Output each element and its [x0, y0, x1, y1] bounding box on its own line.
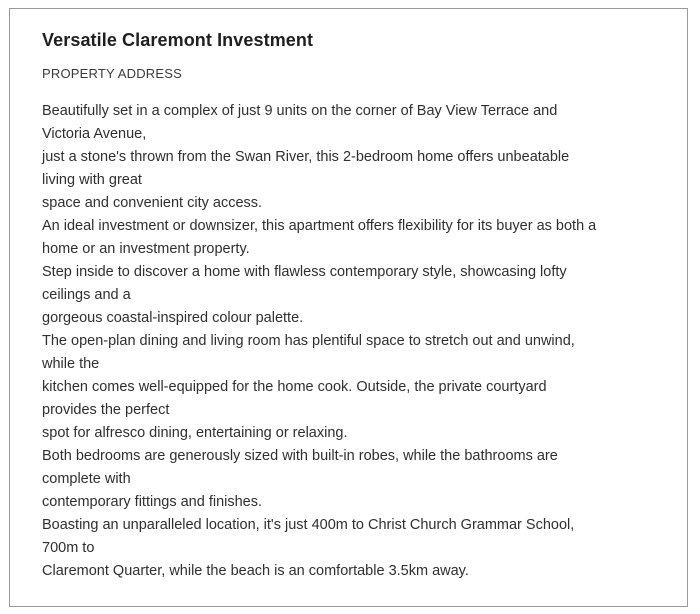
description-line: provides the perfect	[42, 402, 170, 418]
description-line: ceilings and a	[42, 287, 131, 303]
listing-description	[42, 100, 682, 583]
description-line: Claremont Quarter, while the beach is an comfortable 3.5km away.	[42, 563, 469, 579]
description-line: gorgeous coastal-inspired colour palette.	[42, 310, 304, 326]
description-line: Both bedrooms are generously sized with built-in robes, while the bathrooms are	[42, 448, 558, 464]
description-line: Beautifully set in a complex of just 9 units on the corner of Bay View Terrace and	[42, 103, 558, 119]
description-line: living with great	[42, 172, 142, 188]
property-address-label: PROPERTY ADDRESS	[42, 66, 182, 81]
description-line: space and convenient city access.	[42, 195, 263, 211]
description-line: while the	[42, 356, 100, 372]
description-line: just a stone's thrown from the Swan River, this 2-bedroom home offers unbeatable	[42, 149, 570, 165]
description-line: contemporary fittings and finishes.	[42, 494, 263, 510]
description-line: An ideal investment or downsizer, this apartment offers flexibility for its buyer as both a	[42, 218, 597, 234]
description-line: kitchen comes well-equipped for the home cook. Outside, the private courtyard	[42, 379, 547, 395]
description-line: Victoria Avenue,	[42, 126, 147, 142]
description-line: 700m to	[42, 540, 95, 556]
description-line: Boasting an unparalleled location, it's just 400m to Christ Church Grammar School,	[42, 517, 575, 533]
description-line: Step inside to discover a home with flawless contemporary style, showcasing lofty	[42, 264, 567, 280]
listing-card	[9, 8, 688, 607]
description-line: home or an investment property.	[42, 241, 250, 257]
description-line: complete with	[42, 471, 131, 487]
listing-title: Versatile Claremont Investment	[42, 30, 314, 50]
description-line: The open-plan dining and living room has plentiful space to stretch out and unwind,	[42, 333, 575, 349]
description-line: spot for alfresco dining, entertaining or relaxing.	[42, 425, 348, 441]
